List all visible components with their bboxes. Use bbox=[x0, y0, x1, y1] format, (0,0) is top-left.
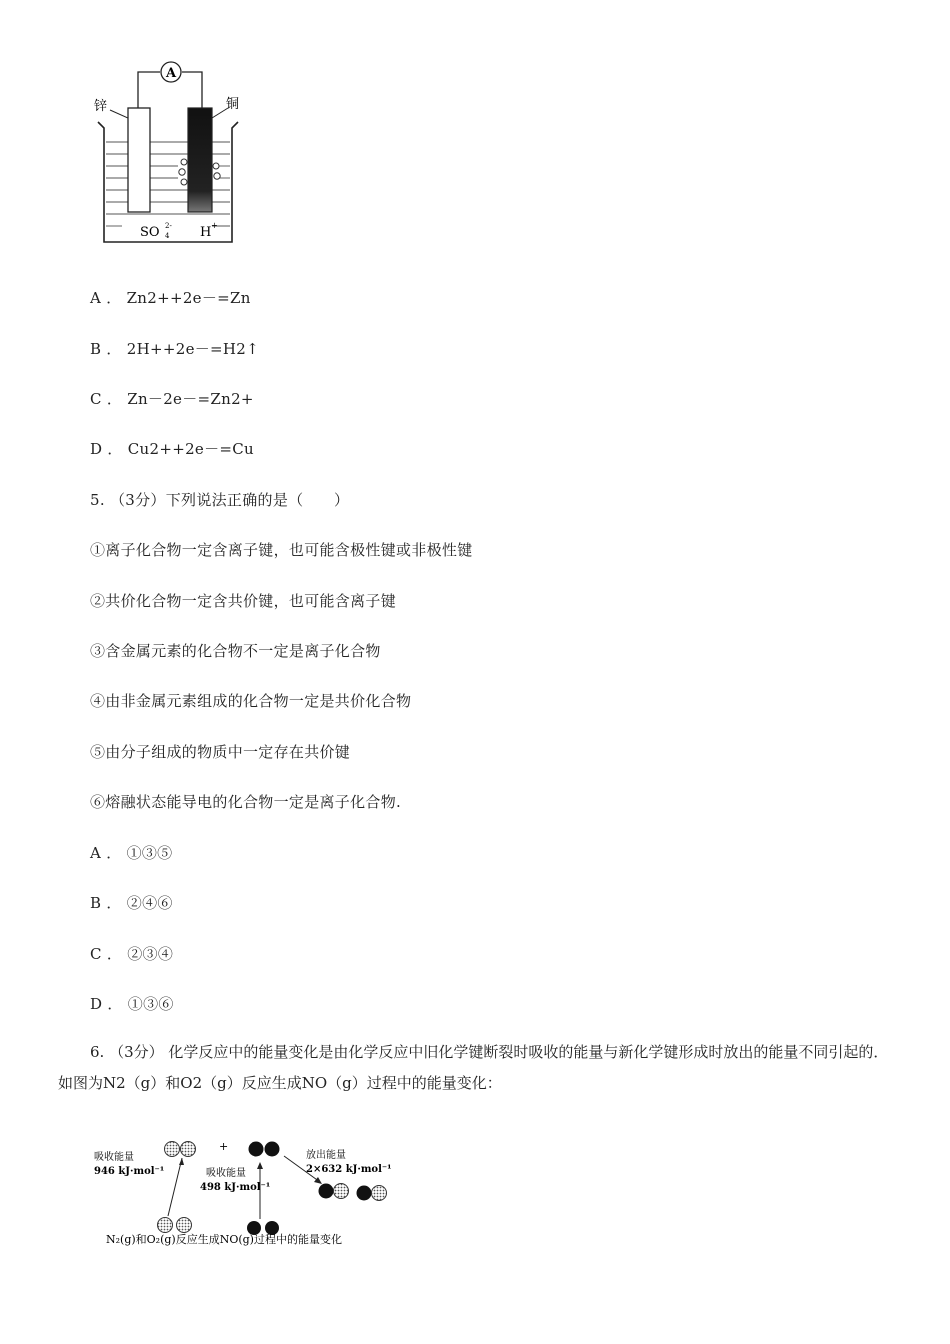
q5-statement-3: ③含金属元素的化合物不一定是离子化合物 bbox=[90, 642, 381, 660]
absorb-energy-o2-value: 498 kJ·mol⁻¹ bbox=[200, 1182, 271, 1193]
option-letter: D bbox=[90, 440, 103, 458]
q5-statement-5: ⑤由分子组成的物质中一定存在共价键 bbox=[90, 743, 351, 761]
q5-statement-2: ②共价化合物一定含共价键，也可能含离子键 bbox=[90, 592, 397, 610]
release-energy-title: 放出能量 bbox=[306, 1150, 346, 1161]
energy-change-figure bbox=[88, 1132, 398, 1247]
absorb-energy-n2-title: 吸收能量 bbox=[94, 1152, 134, 1163]
option-text: ②④⑥ bbox=[126, 894, 173, 912]
ammeter-label: A bbox=[165, 66, 177, 81]
absorb-energy-n2-value: 946 kJ·mol⁻¹ bbox=[94, 1166, 165, 1177]
nitrogen-atom bbox=[177, 1218, 192, 1233]
oxygen-atom bbox=[357, 1186, 372, 1201]
zinc-label: 锌 bbox=[94, 99, 108, 114]
q5-statement-6: ⑥熔融状态能导电的化合物一定是离子化合物. bbox=[90, 793, 402, 811]
oxygen-atom bbox=[249, 1142, 264, 1157]
nitrogen-atom bbox=[181, 1142, 196, 1157]
option-text: Cu2++2e－=Cu bbox=[127, 440, 255, 458]
nitrogen-atom bbox=[158, 1218, 173, 1233]
nitrogen-atom bbox=[165, 1142, 180, 1157]
option-letter: B bbox=[90, 894, 102, 912]
q5-statement-1: ①离子化合物一定含离子键，也可能含极性键或非极性键 bbox=[90, 541, 473, 559]
q4-option-c[interactable]: C ． Zn－2e－=Zn2+ bbox=[90, 390, 254, 408]
q5-option-a[interactable]: A ． ①③⑤ bbox=[90, 844, 173, 862]
figure-caption: N₂(g)和O₂(g)反应生成NO(g)过程中的能量变化 bbox=[106, 1233, 342, 1246]
option-letter: C bbox=[90, 390, 102, 408]
q5-statement-4: ④由非金属元素组成的化合物一定是共价化合物 bbox=[90, 692, 412, 710]
q6-stem bbox=[58, 1037, 898, 1099]
q4-option-a[interactable]: A ． Zn2++2e－=Zn bbox=[90, 289, 251, 307]
oxygen-atom bbox=[319, 1184, 334, 1199]
nitrogen-atom bbox=[334, 1184, 349, 1199]
option-letter: A bbox=[90, 289, 102, 307]
option-text: Zn－2e－=Zn2+ bbox=[127, 390, 254, 408]
option-letter: D bbox=[90, 995, 103, 1013]
sulfate-charge: 2- bbox=[165, 222, 172, 230]
option-text: ①③⑤ bbox=[126, 844, 173, 862]
q5-option-b[interactable]: B ． ②④⑥ bbox=[90, 894, 173, 912]
hydrogen-charge: + bbox=[211, 221, 218, 230]
option-letter: C bbox=[90, 945, 102, 963]
option-letter: B bbox=[90, 340, 102, 358]
q6-stem-text: 6. （3分） 化学反应中的能量变化是由化学反应中旧化学键断裂时吸收的能量与新化学键形成时放出的能量不同引起的．如图为N2（g）和O2（g）反应生成NO（g）过程中的能量变化： bbox=[58, 1043, 889, 1092]
q5-stem: 5. （3分）下列说法正确的是（ ） bbox=[90, 491, 350, 509]
oxygen-atom bbox=[265, 1142, 280, 1157]
nitrogen-atom bbox=[372, 1186, 387, 1201]
absorb-energy-o2-title: 吸收能量 bbox=[206, 1168, 246, 1179]
option-text: ①③⑥ bbox=[127, 995, 174, 1013]
copper-label: 铜 bbox=[226, 97, 240, 112]
q4-option-b[interactable]: B ． 2H++2e－=H2↑ bbox=[90, 340, 260, 358]
option-text: ②③④ bbox=[127, 945, 174, 963]
option-text: Zn2++2e－=Zn bbox=[126, 289, 251, 307]
q4-option-d[interactable]: D ． Cu2++2e－=Cu bbox=[90, 440, 255, 458]
option-letter: A bbox=[90, 844, 102, 862]
q5-option-c[interactable]: C ． ②③④ bbox=[90, 945, 174, 963]
option-text: 2H++2e－=H2↑ bbox=[126, 340, 260, 358]
sulfate-subscript: 4 bbox=[165, 232, 170, 240]
copper-electrode bbox=[188, 108, 212, 212]
plus-sign: + bbox=[219, 1140, 229, 1153]
release-energy-value: 2×632 kJ·mol⁻¹ bbox=[306, 1164, 392, 1175]
q5-option-d[interactable]: D ． ①③⑥ bbox=[90, 995, 174, 1013]
sulfate-label: SO bbox=[140, 225, 160, 240]
galvanic-cell-figure bbox=[92, 58, 252, 248]
hydrogen-label: H bbox=[200, 225, 212, 240]
zinc-electrode bbox=[128, 108, 150, 212]
